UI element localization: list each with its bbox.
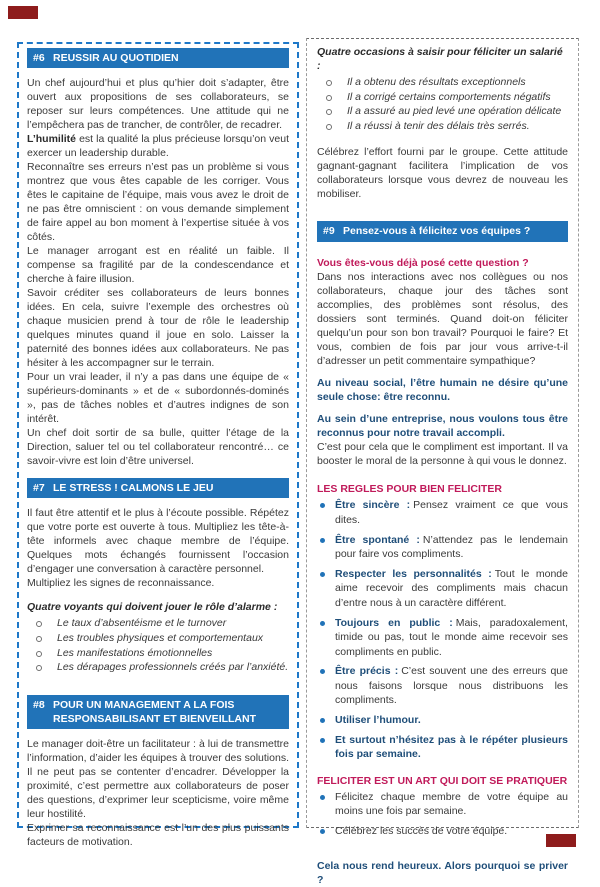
list-item <box>317 498 568 527</box>
emphasis-paragraph: Au sein d’une entreprise, nous voulons tous être reconnus pour notre travail accompli. <box>317 412 568 440</box>
closing-statement: Cela nous rend heureux. Alors pourquoi se priver ? <box>317 859 568 886</box>
list-item-text: Célébrez les succès de votre équipe. <box>335 825 508 838</box>
list-item <box>317 533 568 562</box>
paragraph: Exprimer sa reconnaissance est l’un des plus puissants facteurs de motivation. <box>27 822 289 849</box>
section-8-title: POUR UN MANAGEMENT A LA FOIS RESPONSABILISANT ET BIENVEILLANT <box>53 698 257 725</box>
rule-text: Pensez vraiment ce que vous dites. <box>335 499 568 526</box>
emphasis-paragraph: Au niveau social, l’être humain ne désire qu’une seule chose: être reconnu. <box>317 376 568 403</box>
occasions-heading: Quatre occasions à saisir pour féliciter un salarié : <box>317 46 563 72</box>
list-item <box>317 119 568 134</box>
list-item <box>317 90 568 105</box>
paragraph: Il faut être attentif et le plus à l’écoute possible. Répétez que votre porte est ouverte à tous. Multipliez les tête-à-tête informels avec chaque membre de l’équipe. Quelques mots échangés fournissent l’occasion d’engager une conversation à caractère personnel. <box>27 507 289 576</box>
red-corner-marker-top-left <box>8 6 38 19</box>
occasions-list <box>317 75 568 133</box>
circle-bullet-icon <box>326 80 332 86</box>
list-item-text: Le taux d’absentéisme et le turnover <box>57 617 227 630</box>
section-8-header <box>27 695 289 729</box>
list-item-text: Les dérapages professionnels créés par l’anxiété. <box>57 661 289 674</box>
paragraph <box>27 132 289 160</box>
bold-lead: L’humilité <box>27 133 77 146</box>
section-7-number: #7 <box>33 482 45 495</box>
dot-bullet-icon <box>320 538 325 543</box>
dot-bullet-icon <box>320 503 325 508</box>
paragraph: Un chef aujourd’hui et plus qu’hier doit s’adapter, être ouvert aux propositions de ses collaborateurs, se reposer sur leurs compétences. Une attitude qui ne l’empêchera pas de trancher, de contrôler, de recadrer. <box>27 77 289 132</box>
section-9-number: #9 <box>323 225 335 238</box>
section-7-header <box>27 478 289 498</box>
list-item-text: Les troubles physiques et comportementaux <box>57 631 264 644</box>
section-6-header <box>27 48 289 68</box>
right-column-box <box>306 38 579 886</box>
list-item <box>317 567 568 611</box>
list-item <box>317 104 568 119</box>
paragraph-text: est la qualité la plus précieuse lorsqu’on veut exercer un leadership durable. <box>27 133 289 160</box>
list-item <box>317 790 568 819</box>
paragraph: Pour un vrai leader, il n’y a pas dans une équipe de « supérieurs-dominants » et de « subordonnés-dominés », pas de tâches nobles et d’autres indignes de son intérêt. <box>27 371 289 426</box>
rule-lead: Et surtout n’hésitez pas à le répéter plusieurs fois par semaine. <box>335 733 568 761</box>
list-item-text: Félicitez chaque membre de votre équipe au moins une fois par semaine. <box>335 790 568 818</box>
dot-bullet-icon <box>320 572 325 577</box>
paragraph: Multipliez les signes de reconnaissance. <box>27 577 215 590</box>
paragraph: Dans nos interactions avec nos collègues ou nos collaborateurs, chaque jour des tâches sont accomplies, des problèmes sont résolus, des dossiers sont terminés. Quand doit-on féliciter quelqu’un pour son bon travail? Pourquoi le faire? Et vous, combien de fois par jour vous arrive-t-il d’adresser un petit commentaire sympathique? <box>317 270 568 367</box>
circle-bullet-icon <box>36 651 42 657</box>
rule-text: Tout le monde aime recevoir des compliments mais chacun d’entre nous à un caractère différent. <box>335 567 568 609</box>
dot-bullet-icon <box>320 718 325 723</box>
list-item-text: Il a corrigé certains comportements négatifs <box>347 90 551 103</box>
list-item <box>317 713 568 728</box>
rule-text: Mais, paradoxalement, timide ou pas, tout le monde aime recevoir ses compliments en public. <box>335 616 568 658</box>
list-item <box>317 733 568 762</box>
rule-lead: Utiliser l’humour. <box>335 714 421 727</box>
list-item <box>27 660 289 675</box>
rule-lead: Respecter les personnalités : <box>335 567 492 580</box>
rule-lead: Être spontané : <box>335 533 420 546</box>
art-heading: FELICITER EST UN ART QUI DOIT SE PRATIQUER <box>317 774 568 787</box>
circle-bullet-icon <box>36 665 42 671</box>
paragraph: Le manager arrogant est en réalité un faible. Il compense sa fragilité par de la condescendance et cherche à faire illusion. <box>27 245 289 286</box>
circle-bullet-icon <box>36 636 42 642</box>
list-item <box>27 616 289 631</box>
dot-bullet-icon <box>320 621 325 626</box>
rule-text: N’attendez pas le lendemain pour faire vos compliments. <box>335 533 568 561</box>
list-item-text: Il a assuré au pied levé une opération délicate <box>347 105 562 118</box>
rules-heading: LES REGLES POUR BIEN FELICITER <box>317 483 502 496</box>
paragraph: Célébrez l’effort fourni par le groupe. Cette attitude gagnant-gagnant facilitera l’implication de vos collaborateurs lorsque vous devrez de nouveau les mobiliser. <box>317 146 568 201</box>
rules-list <box>317 498 568 762</box>
section-9-title: Pensez-vous à félicitez vos équipes ? <box>343 225 531 238</box>
list-item <box>317 75 568 90</box>
paragraph: Reconnaître ses erreurs n’est pas un problème si vous montrez que vous êtes capable de les corriger. Vous êtes le capitaine de l’équipe, mais vous avez le droit de ne pas être omniscient : on vous demande simplement de faire appel au bon moment à l’expertise située à vos côtés. <box>27 161 289 244</box>
paragraph: C’est pour cela que le compliment est important. Il va booster le moral de la personne à qui vous le donnez. <box>317 441 568 468</box>
list-item <box>27 631 289 646</box>
rule-lead: Être précis : <box>335 665 399 678</box>
rule-text: C’est souvent une des erreurs que nous faisons lorsque nous distribuons les compliments. <box>335 665 568 707</box>
paragraph: Un chef doit sortir de sa bulle, quitter l’étage de la Direction, saluer tel ou tel collaborateur rencontré… ce savoir-vivre est loin d’être universel. <box>27 427 289 468</box>
list-item <box>27 646 289 661</box>
dot-bullet-icon <box>320 738 325 743</box>
question-heading: Vous êtes-vous déjà posé cette question ? <box>317 256 529 269</box>
left-column-box <box>17 42 299 849</box>
list-item-text: Il a réussi à tenir des délais très serrés. <box>347 119 530 132</box>
circle-bullet-icon <box>326 109 332 115</box>
section-7-title: LE STRESS ! CALMONS LE JEU <box>53 482 214 495</box>
list-item-text: Il a obtenu des résultats exceptionnels <box>347 76 526 88</box>
paragraph: Le manager doit-être un facilitateur : à lui de transmettre l’information, d’aider les équipes à trouver des solutions. Il ne peut pas se contenter d’encadrer. Développer la proximité, c’est permettre aux collaborateurs de poser des questions, d’exprimer leur scepticisme, voire même leur hostilité. <box>27 738 289 821</box>
rule-lead: Toujours en public : <box>335 616 453 629</box>
alarm-list-heading: Quatre voyants qui doivent jouer le rôle d’alarme : <box>27 601 278 614</box>
list-item <box>317 664 568 708</box>
list-item <box>317 824 568 839</box>
alarm-list <box>27 616 289 674</box>
circle-bullet-icon <box>326 95 332 101</box>
list-item-text: Les manifestations émotionnelles <box>57 646 213 659</box>
circle-bullet-icon <box>326 124 332 130</box>
circle-bullet-icon <box>36 621 42 627</box>
dot-bullet-icon <box>320 829 325 834</box>
section-6-title: REUSSIR AU QUOTIDIEN <box>53 52 179 64</box>
list-item <box>317 616 568 660</box>
art-list <box>317 790 568 839</box>
section-8-number: #8 <box>33 698 45 711</box>
section-9-header <box>317 221 568 241</box>
dot-bullet-icon <box>320 795 325 800</box>
paragraph: Savoir créditer ses collaborateurs de leurs bonnes idées. En cela, suivre l’exemple des orchestres où chaque musicien prend à tour de rôle le leadership quelques minutes quand il joue en solo. Laisser la paternité des bonnes idées aux collaborateurs. Ne pas hésiter à les accompagner sur le terrain. <box>27 287 289 370</box>
rule-lead: Être sincère : <box>335 499 411 512</box>
dot-bullet-icon <box>320 669 325 674</box>
section-6-number: #6 <box>33 52 45 64</box>
